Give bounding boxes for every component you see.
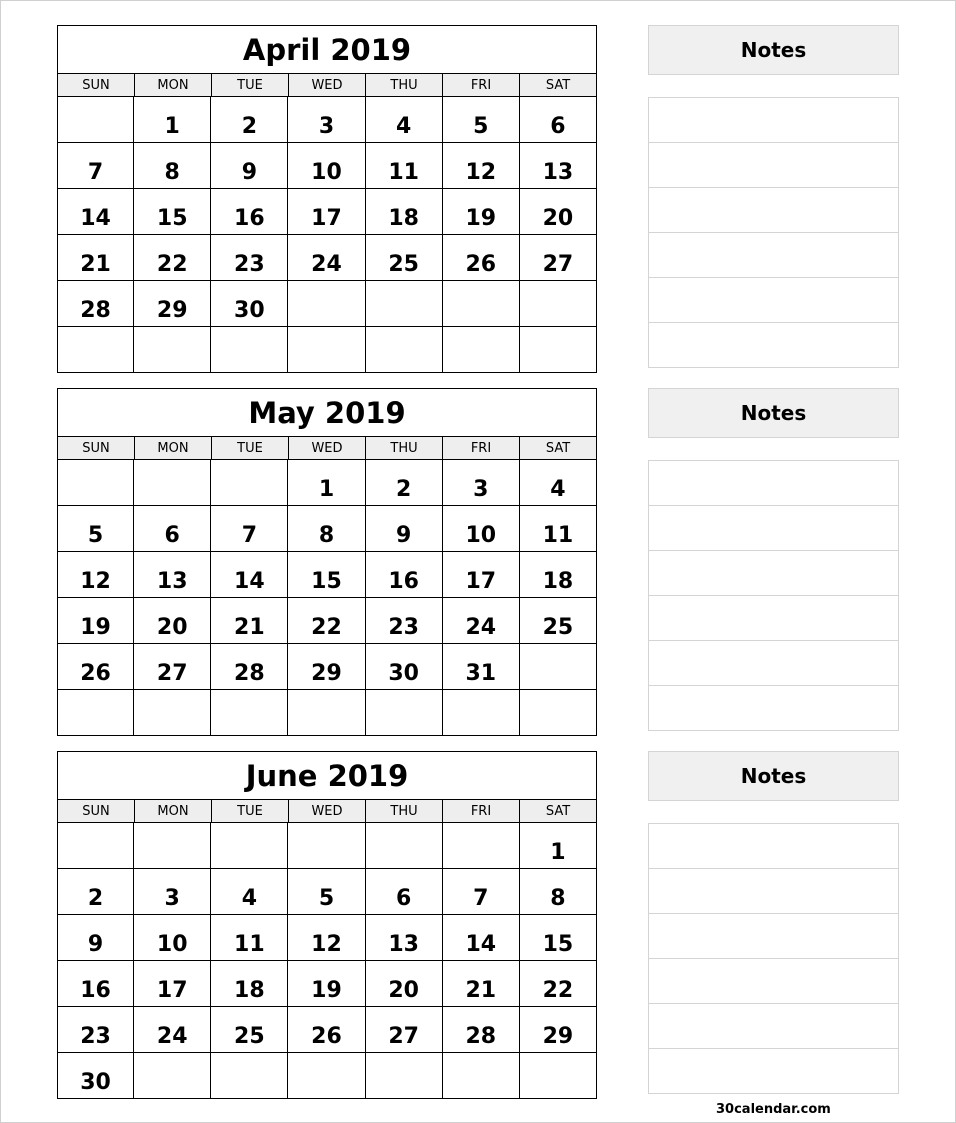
weekday-wed: WED — [288, 799, 366, 823]
note-line[interactable] — [648, 595, 899, 641]
day-cell: 11 — [519, 505, 597, 552]
footer-credit: 30calendar.com — [716, 1102, 831, 1117]
day-cell — [442, 689, 520, 736]
day-cell: 27 — [365, 1006, 443, 1053]
day-cell: 9 — [365, 505, 443, 552]
day-cell: 18 — [365, 188, 443, 235]
day-cell — [442, 1052, 520, 1099]
note-line[interactable] — [648, 1003, 899, 1049]
weekday-mon: MON — [134, 436, 212, 460]
day-cell: 5 — [442, 96, 520, 143]
day-cell: 26 — [57, 643, 134, 690]
weekday-mon: MON — [134, 799, 212, 823]
day-cell: 1 — [519, 822, 597, 869]
day-cell: 8 — [519, 868, 597, 915]
day-cell: 5 — [57, 505, 134, 552]
day-cell — [57, 96, 134, 143]
day-cell — [57, 459, 134, 506]
day-cell: 21 — [442, 960, 520, 1007]
weekday-sun: SUN — [57, 436, 135, 460]
day-cell: 29 — [519, 1006, 597, 1053]
day-cell: 13 — [133, 551, 211, 598]
day-cell — [133, 1052, 211, 1099]
day-cell: 21 — [57, 234, 134, 281]
weekday-tue: TUE — [211, 799, 289, 823]
day-cell: 28 — [442, 1006, 520, 1053]
day-cell — [133, 326, 211, 373]
day-cell — [519, 280, 597, 327]
weekday-header-row — [57, 74, 597, 97]
weekday-sat: SAT — [519, 436, 597, 460]
day-cell: 27 — [133, 643, 211, 690]
notes-panel-may — [648, 388, 899, 438]
weekday-fri: FRI — [442, 73, 520, 97]
day-cell: 15 — [133, 188, 211, 235]
day-cell: 14 — [210, 551, 288, 598]
day-cell — [57, 822, 134, 869]
note-line[interactable] — [648, 232, 899, 278]
day-grid — [57, 823, 597, 1099]
day-cell: 4 — [210, 868, 288, 915]
month-calendar-june — [57, 751, 597, 1099]
weekday-thu: THU — [365, 73, 443, 97]
day-cell: 9 — [210, 142, 288, 189]
weekday-tue: TUE — [211, 436, 289, 460]
notes-header: Notes — [648, 25, 899, 75]
day-cell: 18 — [519, 551, 597, 598]
day-cell: 24 — [287, 234, 365, 281]
month-calendar-april — [57, 25, 597, 373]
day-cell: 19 — [442, 188, 520, 235]
day-cell: 8 — [133, 142, 211, 189]
day-cell: 30 — [210, 280, 288, 327]
day-cell: 20 — [519, 188, 597, 235]
note-line[interactable] — [648, 868, 899, 914]
day-cell: 17 — [133, 960, 211, 1007]
day-cell: 6 — [365, 868, 443, 915]
notes-header: Notes — [648, 751, 899, 801]
day-cell: 5 — [287, 868, 365, 915]
note-line[interactable] — [648, 97, 899, 143]
day-cell: 29 — [133, 280, 211, 327]
day-cell — [287, 1052, 365, 1099]
day-cell — [133, 689, 211, 736]
day-cell: 18 — [210, 960, 288, 1007]
day-cell: 23 — [210, 234, 288, 281]
day-cell — [287, 689, 365, 736]
day-cell — [519, 326, 597, 373]
weekday-wed: WED — [288, 436, 366, 460]
note-line[interactable] — [648, 277, 899, 323]
weekday-fri: FRI — [442, 436, 520, 460]
day-cell: 23 — [365, 597, 443, 644]
day-cell — [210, 1052, 288, 1099]
day-cell: 1 — [133, 96, 211, 143]
day-cell: 25 — [519, 597, 597, 644]
day-cell: 13 — [519, 142, 597, 189]
weekday-sat: SAT — [519, 799, 597, 823]
weekday-thu: THU — [365, 799, 443, 823]
day-cell: 14 — [57, 188, 134, 235]
weekday-sun: SUN — [57, 73, 135, 97]
day-cell — [365, 822, 443, 869]
day-cell: 14 — [442, 914, 520, 961]
weekday-mon: MON — [134, 73, 212, 97]
day-cell: 17 — [287, 188, 365, 235]
day-cell: 4 — [519, 459, 597, 506]
day-cell: 16 — [57, 960, 134, 1007]
day-cell: 30 — [365, 643, 443, 690]
day-cell — [133, 459, 211, 506]
day-cell: 28 — [210, 643, 288, 690]
day-cell: 20 — [133, 597, 211, 644]
note-line[interactable] — [648, 187, 899, 233]
day-cell: 28 — [57, 280, 134, 327]
day-cell — [442, 822, 520, 869]
day-cell — [210, 822, 288, 869]
day-cell: 12 — [57, 551, 134, 598]
day-cell: 11 — [365, 142, 443, 189]
note-line[interactable] — [648, 550, 899, 596]
day-cell: 12 — [442, 142, 520, 189]
notes-lines — [648, 460, 899, 731]
notes-lines — [648, 97, 899, 368]
day-cell: 25 — [210, 1006, 288, 1053]
day-cell: 17 — [442, 551, 520, 598]
day-cell: 16 — [210, 188, 288, 235]
day-cell: 6 — [519, 96, 597, 143]
day-cell: 20 — [365, 960, 443, 1007]
day-cell — [57, 326, 134, 373]
note-line[interactable] — [648, 685, 899, 731]
day-cell: 19 — [57, 597, 134, 644]
weekday-thu: THU — [365, 436, 443, 460]
day-cell — [57, 689, 134, 736]
day-cell: 25 — [365, 234, 443, 281]
day-cell: 19 — [287, 960, 365, 1007]
day-grid — [57, 97, 597, 373]
note-line[interactable] — [648, 322, 899, 368]
day-cell: 9 — [57, 914, 134, 961]
note-line[interactable] — [648, 913, 899, 959]
weekday-header-row — [57, 800, 597, 823]
day-cell: 7 — [210, 505, 288, 552]
day-cell — [365, 326, 443, 373]
day-cell: 13 — [365, 914, 443, 961]
day-cell: 7 — [57, 142, 134, 189]
day-cell: 15 — [519, 914, 597, 961]
day-cell — [519, 643, 597, 690]
day-cell: 3 — [133, 868, 211, 915]
day-cell: 12 — [287, 914, 365, 961]
weekday-sun: SUN — [57, 799, 135, 823]
day-cell — [210, 326, 288, 373]
day-cell — [365, 280, 443, 327]
day-cell: 27 — [519, 234, 597, 281]
note-line[interactable] — [648, 460, 899, 506]
day-cell: 16 — [365, 551, 443, 598]
day-cell: 22 — [519, 960, 597, 1007]
notes-header: Notes — [648, 388, 899, 438]
day-cell: 31 — [442, 643, 520, 690]
month-title: June 2019 — [57, 751, 597, 800]
day-cell: 1 — [287, 459, 365, 506]
day-cell: 23 — [57, 1006, 134, 1053]
day-cell — [365, 689, 443, 736]
day-cell — [442, 326, 520, 373]
day-cell — [519, 1052, 597, 1099]
day-cell: 3 — [442, 459, 520, 506]
note-line[interactable] — [648, 1048, 899, 1094]
day-cell — [287, 822, 365, 869]
day-cell: 6 — [133, 505, 211, 552]
day-cell: 15 — [287, 551, 365, 598]
month-calendar-may — [57, 388, 597, 736]
note-line[interactable] — [648, 142, 899, 188]
day-cell — [287, 280, 365, 327]
weekday-sat: SAT — [519, 73, 597, 97]
day-cell: 11 — [210, 914, 288, 961]
month-title: May 2019 — [57, 388, 597, 437]
month-title: April 2019 — [57, 25, 597, 74]
day-cell: 2 — [365, 459, 443, 506]
day-cell: 29 — [287, 643, 365, 690]
day-cell: 10 — [133, 914, 211, 961]
notes-panel-april — [648, 25, 899, 75]
note-line[interactable] — [648, 958, 899, 1004]
day-cell: 22 — [287, 597, 365, 644]
day-cell — [365, 1052, 443, 1099]
notes-panel-june — [648, 751, 899, 801]
day-grid — [57, 460, 597, 736]
note-line[interactable] — [648, 505, 899, 551]
day-cell — [210, 689, 288, 736]
day-cell: 26 — [442, 234, 520, 281]
notes-lines — [648, 823, 899, 1094]
day-cell: 4 — [365, 96, 443, 143]
weekday-wed: WED — [288, 73, 366, 97]
day-cell: 8 — [287, 505, 365, 552]
weekday-tue: TUE — [211, 73, 289, 97]
note-line[interactable] — [648, 640, 899, 686]
note-line[interactable] — [648, 823, 899, 869]
day-cell — [519, 689, 597, 736]
day-cell: 24 — [442, 597, 520, 644]
day-cell: 2 — [210, 96, 288, 143]
day-cell: 21 — [210, 597, 288, 644]
day-cell: 10 — [442, 505, 520, 552]
day-cell: 24 — [133, 1006, 211, 1053]
day-cell — [133, 822, 211, 869]
day-cell — [210, 459, 288, 506]
day-cell: 3 — [287, 96, 365, 143]
weekday-header-row — [57, 437, 597, 460]
day-cell: 26 — [287, 1006, 365, 1053]
day-cell: 22 — [133, 234, 211, 281]
weekday-fri: FRI — [442, 799, 520, 823]
day-cell: 30 — [57, 1052, 134, 1099]
day-cell — [287, 326, 365, 373]
day-cell: 10 — [287, 142, 365, 189]
day-cell: 2 — [57, 868, 134, 915]
day-cell: 7 — [442, 868, 520, 915]
day-cell — [442, 280, 520, 327]
